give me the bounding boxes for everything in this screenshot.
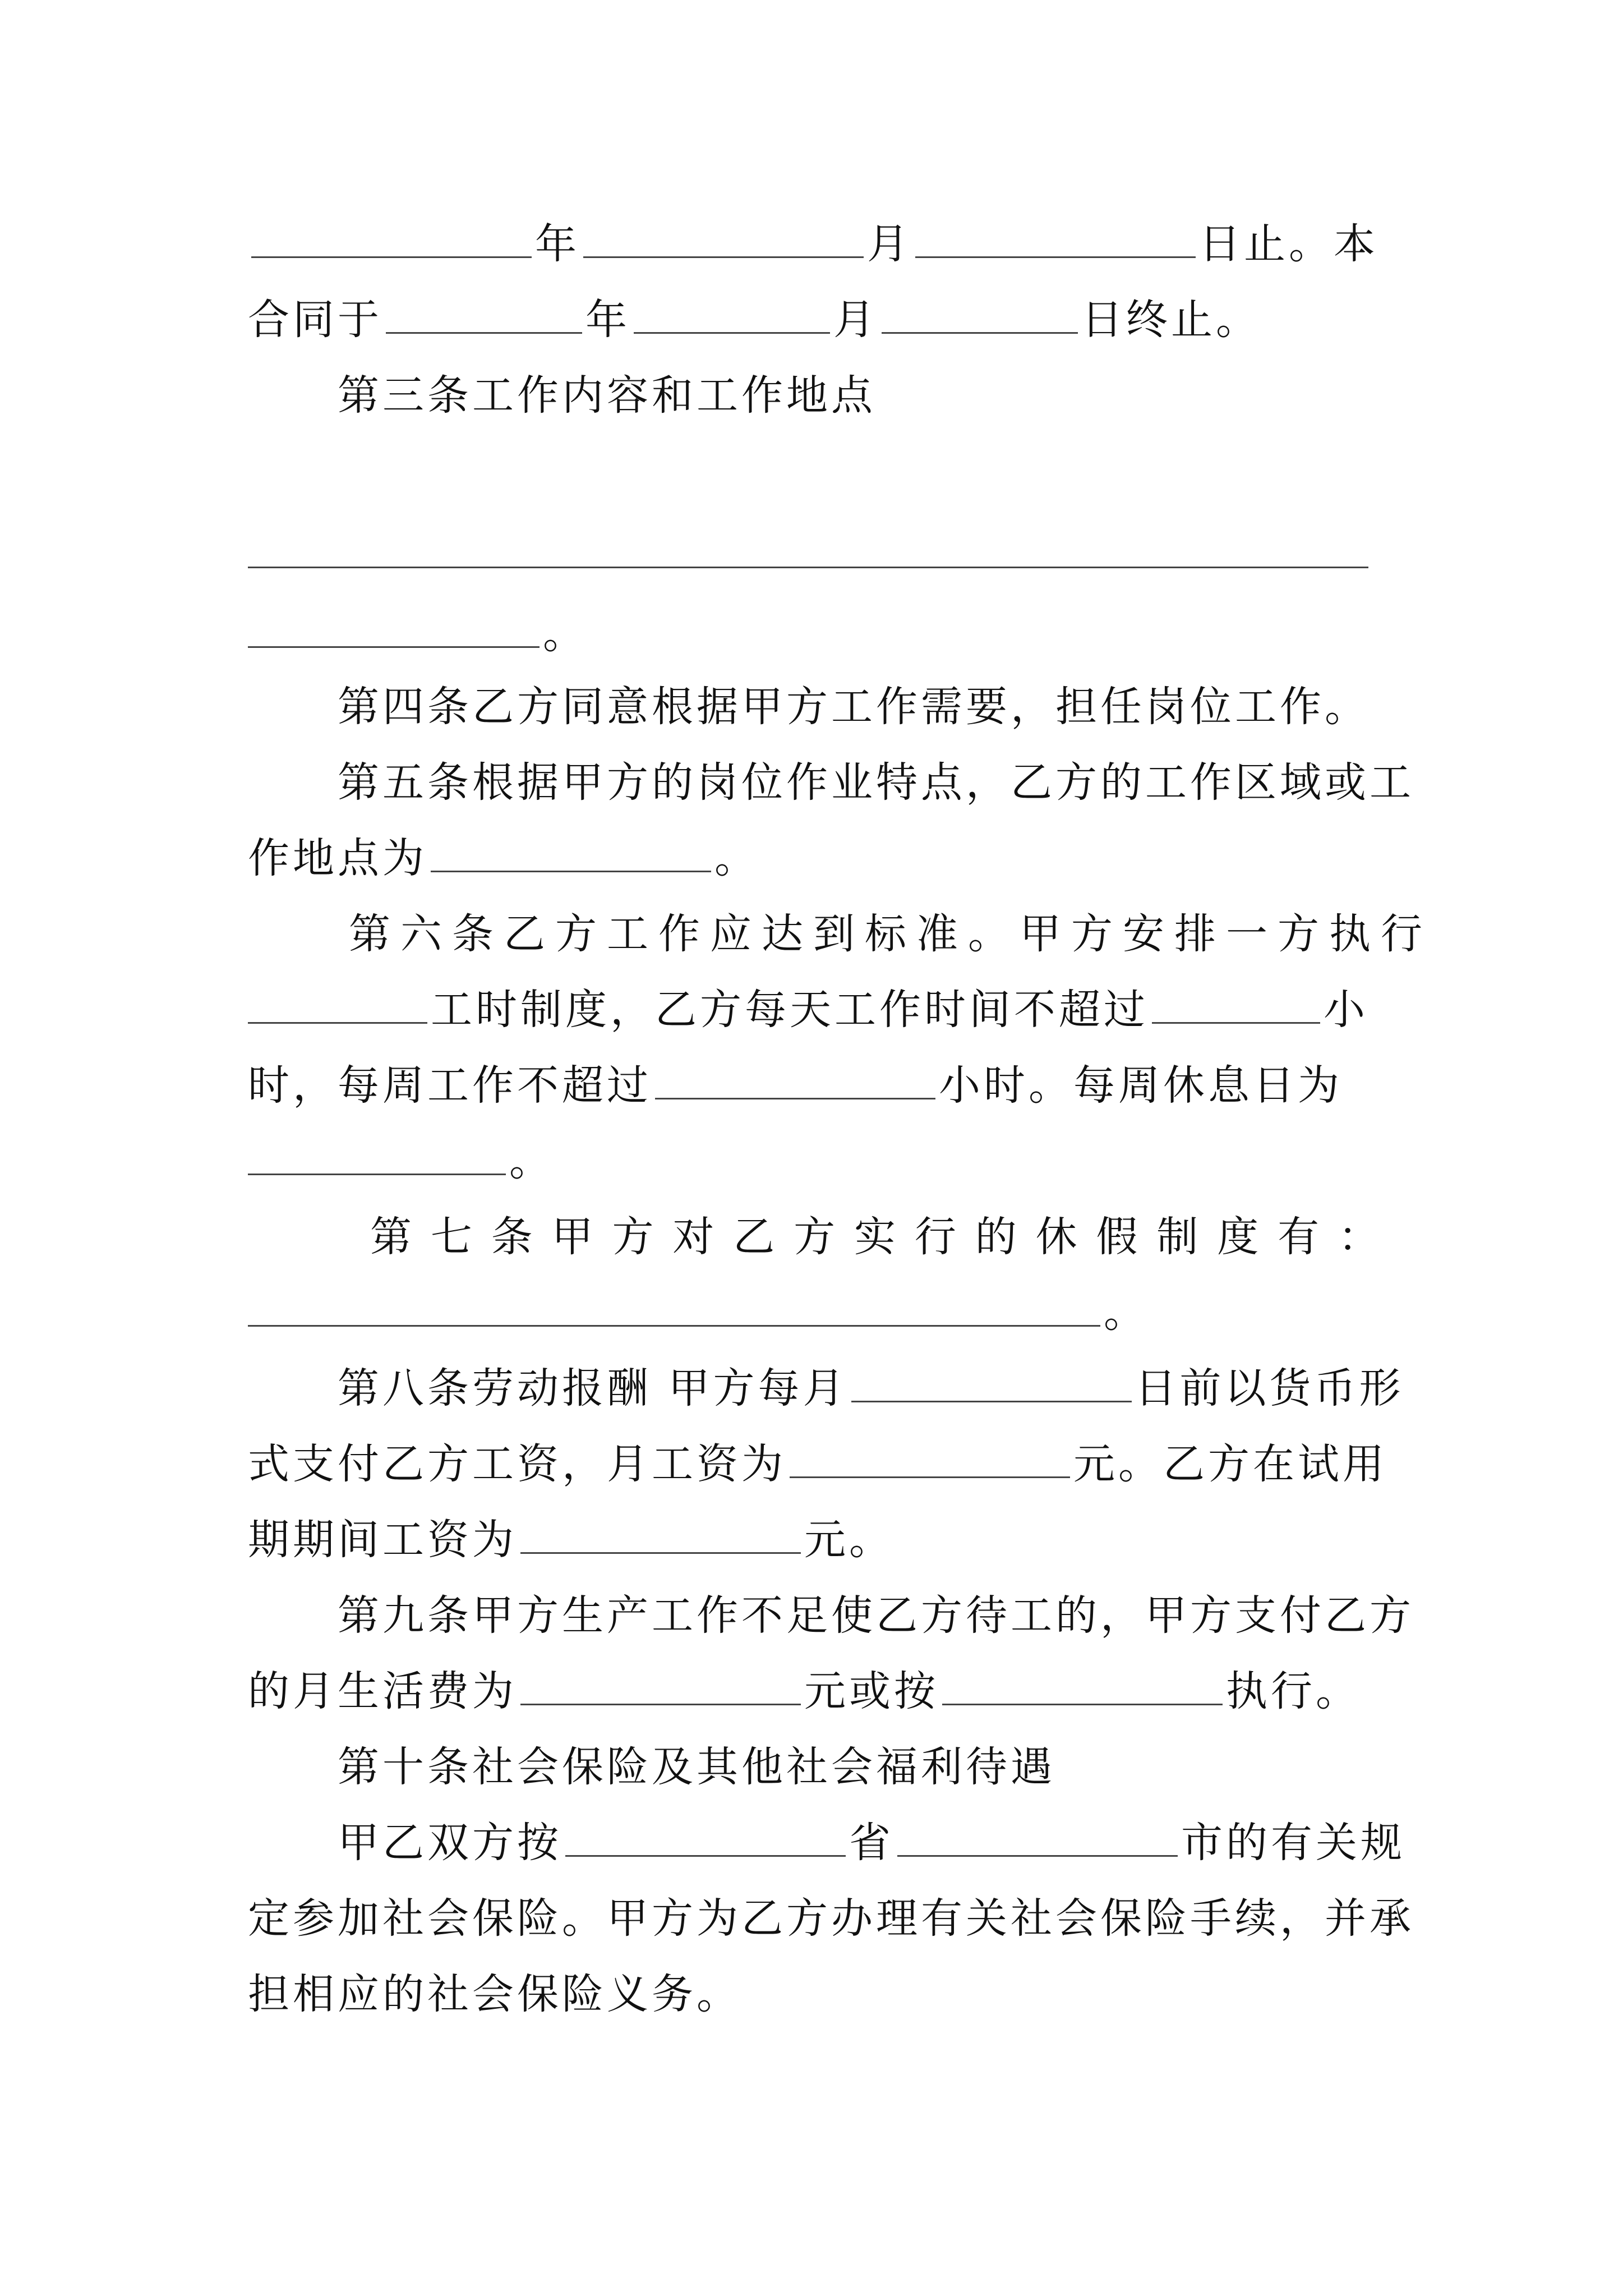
blank-field[interactable]	[248, 983, 427, 1024]
blank-field[interactable]	[583, 217, 864, 258]
blank-field[interactable]	[520, 1664, 801, 1705]
article-8-line-1: 第八条劳动报酬 甲方每月 日前以货币形	[338, 1360, 1404, 1416]
article-10-line-2: 定参加社会保险。甲方为乙方办理有关社会保险手续，并承	[248, 1894, 1414, 1943]
article-10-line-1: 甲乙双方按 省 市的有关规	[338, 1815, 1405, 1871]
article-10-line-3: 担相应的社会保险义务。	[248, 1970, 741, 2018]
blank-field[interactable]	[634, 293, 830, 334]
blank-field[interactable]	[251, 217, 532, 258]
blank-field[interactable]	[915, 217, 1196, 258]
article-10-title: 第十条社会保险及其他社会福利待遇	[338, 1743, 1055, 1791]
blank-field[interactable]	[248, 1286, 1100, 1327]
blank-field[interactable]	[248, 607, 540, 648]
blank-field[interactable]	[851, 1361, 1132, 1402]
blank-field[interactable]	[248, 1134, 506, 1175]
article-9-line-1: 第九条甲方生产工作不足使乙方待工的，甲方支付乙方	[338, 1591, 1414, 1640]
article-6-line-3: 时，每周工作不超过 小时。每周休息日为	[248, 1057, 1343, 1114]
article-9-line-2: 的月生活费为 元或按 执行。	[248, 1663, 1361, 1719]
article-8-line-2: 式支付乙方工资，月工资为 元。乙方在试用	[248, 1436, 1387, 1492]
article-3-title: 第三条工作内容和工作地点	[338, 371, 876, 420]
article-3-blank-long[interactable]	[248, 567, 1368, 568]
article-6-line-1: 第六条乙方工作应达到标准。甲方安排一方执行	[349, 910, 1432, 958]
article-7-line-2: 。	[248, 1285, 1149, 1341]
article-6-line-4: 。	[248, 1133, 554, 1189]
article-5-line-2: 作地点为 。	[248, 830, 759, 886]
term-end-line-2: 合同于 年 月 日终止。	[248, 292, 1261, 348]
article-7-line-1: 第 七 条 甲 方 对 乙 方 实 行 的 休 假 制 度 有 ：	[370, 1213, 1380, 1261]
blank-field[interactable]	[942, 1664, 1223, 1705]
blank-field[interactable]	[655, 1059, 935, 1099]
term-end-line-1: 年 月 日止。本	[248, 216, 1378, 272]
blank-field[interactable]	[520, 1513, 801, 1554]
blank-field[interactable]	[386, 293, 582, 334]
blank-field[interactable]	[1152, 983, 1320, 1024]
blank-field[interactable]	[882, 293, 1078, 334]
article-6-line-2: 工时制度，乙方每天工作时间不超过 小	[248, 982, 1368, 1038]
article-5-line-1: 第五条根据甲方的岗位作业特点，乙方的工作区域或工	[338, 758, 1414, 807]
blank-field[interactable]	[897, 1816, 1178, 1857]
article-8-line-3: 期期间工资为 元。	[248, 1512, 894, 1568]
article-4: 第四条乙方同意根据甲方工作需要，担任岗位工作。	[338, 683, 1370, 731]
blank-field[interactable]	[431, 831, 711, 872]
blank-field[interactable]	[790, 1437, 1070, 1478]
article-3-line-2: 。	[248, 606, 588, 662]
blank-field[interactable]	[565, 1816, 846, 1857]
